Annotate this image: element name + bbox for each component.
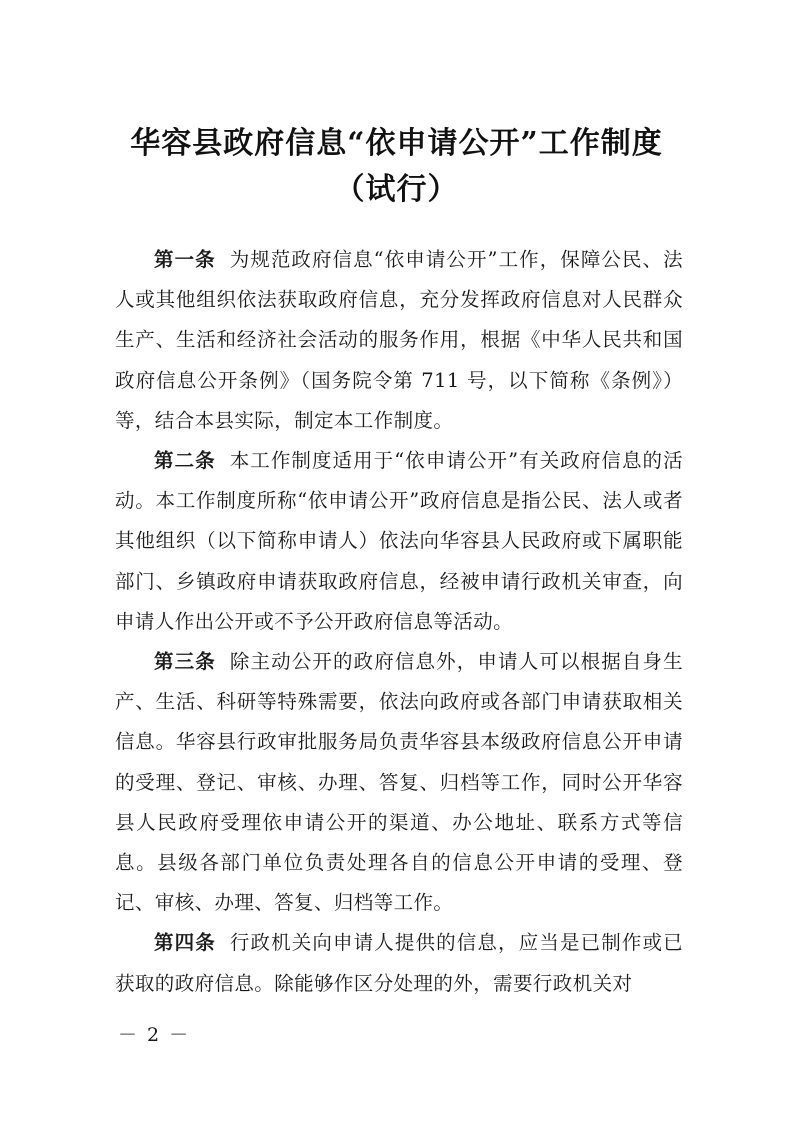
article-4-text: 行政机关向申请人提供的信息，应当是已制作或已获取的政府信息。除能够作区分处理的外，需要行政机关对 bbox=[115, 931, 683, 995]
article-4 bbox=[115, 923, 683, 1003]
article-2-text: 本工作制度适用于“依申请公开”有关政府信息的活动。本工作制度所称“依申请公开”政府信息是指公民、法人或者其他组织（以下简称申请人）依法向华容县人民政府或下属职能部门、乡镇政府申请获取政府信息，经被申请行政机关审查，向申请人作出公开或不予公开政府信息等活动。 bbox=[115, 449, 683, 633]
article-4-label: 第四条 bbox=[154, 931, 216, 955]
article-3 bbox=[115, 642, 683, 923]
document-subtitle: （试行） bbox=[334, 172, 459, 207]
article-1-text: 为规范政府信息“依申请公开”工作，保障公民、法人或其他组织依法获取政府信息，充分发挥政府信息对人民群众生产、生活和经济社会活动的服务作用，根据《中华人民共和国政府信息公开条例》（国务院令第 711 号，以下简称《条例》）等，结合本县实际，制定本工作制度。 bbox=[115, 248, 683, 432]
article-1-label: 第一条 bbox=[154, 248, 216, 271]
document-title: 华容县政府信息“依申请公开”工作制度 bbox=[130, 126, 663, 161]
article-3-text: 除主动公开的政府信息外，申请人可以根据自身生产、生活、科研等特殊需要，依法向政府或各部门申请获取相关信息。华容县行政审批服务局负责华容县本级政府信息公开申请的受理、登记、审核、办理、答复、归档等工作，同时公开华容县人民政府受理依申请公开的渠道、办公地址、联系方式等信息。县级各部门单位负责处理各自的信息公开申请的受理、登记、审核、办理、答复、归档等工作。 bbox=[115, 650, 683, 915]
article-2-label: 第二条 bbox=[154, 449, 216, 473]
article-1 bbox=[115, 240, 683, 441]
article-3-label: 第三条 bbox=[154, 650, 216, 674]
page-number: － 2 － bbox=[118, 1024, 191, 1046]
article-2 bbox=[115, 441, 683, 642]
document-body bbox=[115, 240, 683, 1004]
